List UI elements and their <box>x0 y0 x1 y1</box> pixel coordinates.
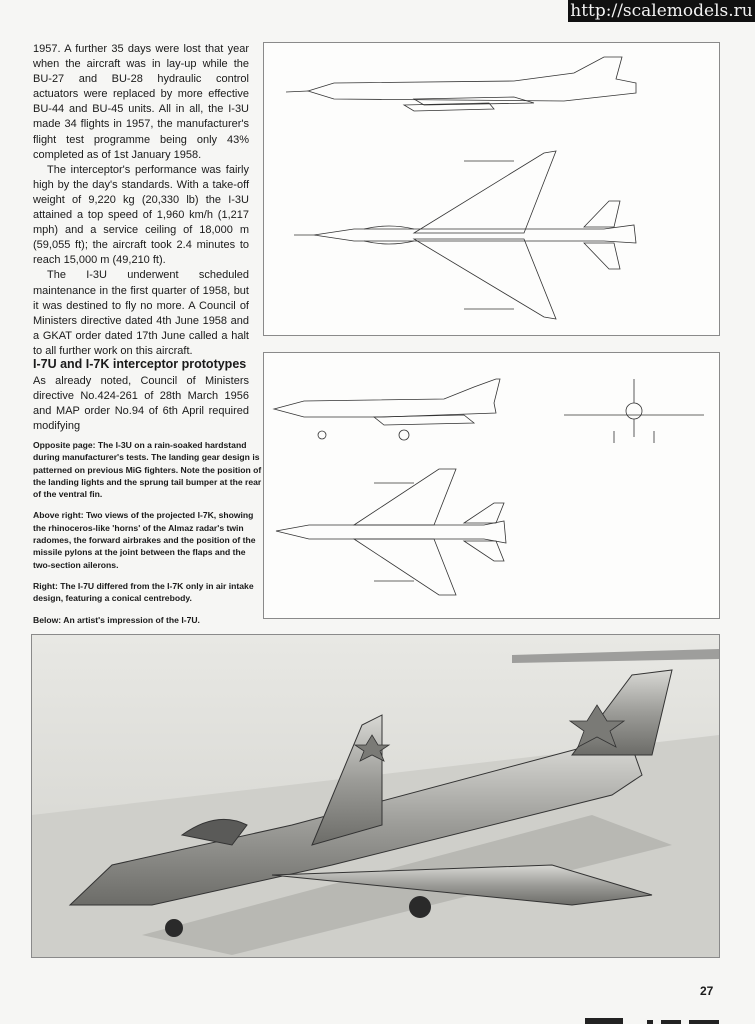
caption-below: Below: An artist's impression of the I-7U. <box>33 614 200 625</box>
top-view-tail-lower <box>584 243 620 269</box>
drawing-panel-i7k <box>263 352 720 619</box>
front-view-fuselage <box>626 403 642 419</box>
main-wheel <box>409 896 431 918</box>
caption-opposite: Opposite page: The I-3U on a rain-soaked hardstand during manufacturer's tests. The landing gear design is patterned on previous MiG fighters. Note the position of the landing lights and the sprung tail bumper at the rear of the ventral fin. <box>33 440 262 500</box>
side-view-missile <box>374 415 474 425</box>
paragraph: The I-3U underwent scheduled maintenance in the first quarter of 1958, but it was destined to fly no more. A Council of Ministers directive dated 4th June 1958 and a GKAT order dated 17th June called a halt to all further work on this aircraft. <box>33 269 249 357</box>
paragraph: The interceptor's performance was fairly high by the day's standards. With a take-off weight of 9,220 kg (20,330 lb) the I-3U attained a top speed of 1,960 km/h (1,217 mph) and a service ceiling of 18,000 m (59,055 ft); the aircraft took 2.4 minutes to reach 15,000 m (49,210 ft). <box>33 163 249 267</box>
side-view-wheel <box>318 431 326 439</box>
side-view-fuselage <box>308 57 636 101</box>
artist-impression <box>31 634 720 958</box>
body-text-top <box>33 42 249 359</box>
artist-impression-illustration <box>32 635 719 957</box>
section-body <box>33 374 249 434</box>
footer-marks <box>585 1016 725 1024</box>
top-view-tail-upper <box>584 201 620 227</box>
page-number: 27 <box>700 984 714 998</box>
side-view-wheel <box>399 430 409 440</box>
paragraph: 1957. A further 35 days were lost that year when the aircraft was in lay-up while the BU-27 and BU-28 hydraulic control actuators were replaced by more effective BU-44 and BU-45 units. All in all, the I-3U made 34 flights in 1957, the manufacturer's flight test programme being only 43% completed as of 1st January 1958. <box>33 43 249 161</box>
drawing-panel-i3u <box>263 42 720 336</box>
caption-above-right: Above right: Two views of the projected I-7K, showing the rhinoceros-like 'horns' of the Almaz radar's twin radomes, the forward airbrakes and the position of the missile pylons at the joint between the flaps and the two-section ailerons. <box>33 510 256 570</box>
top-view-wing-lower <box>354 539 456 595</box>
i7k-drawing <box>264 353 719 618</box>
top-view-wing-upper <box>414 151 556 233</box>
top-view-wing-lower <box>414 239 556 319</box>
i3u-drawing <box>264 43 719 335</box>
top-view-wing-upper <box>354 469 456 525</box>
section-heading: I-7U and I-7K interceptor prototypes <box>33 357 247 371</box>
paragraph: As already noted, Council of Ministers directive No.424-261 of 28th March 1956 and MAP order No.94 of 6th April required modifying <box>33 375 249 433</box>
top-view-fuselage <box>276 521 506 543</box>
top-view-tail-upper <box>464 503 504 523</box>
nose-wheel <box>165 919 183 937</box>
side-view-fuselage <box>274 379 500 417</box>
caption-right: Right: The I-7U differed from the I-7K only in air intake design, featuring a conical centrebody. <box>33 580 254 604</box>
top-view-tail-lower <box>464 541 504 561</box>
captions <box>33 439 265 635</box>
top-view-fuselage <box>314 225 636 243</box>
side-view-missile <box>414 97 534 105</box>
watermark: http://scalemodels.ru <box>568 0 755 22</box>
